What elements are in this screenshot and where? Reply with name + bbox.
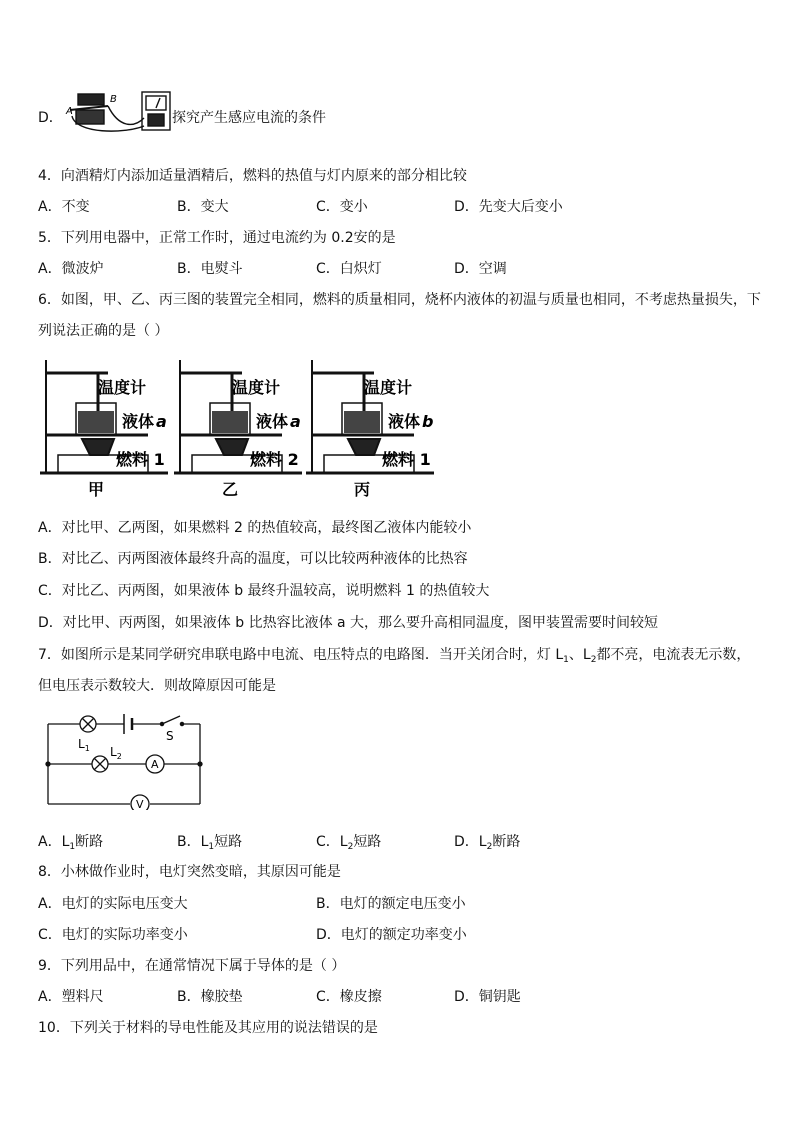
fuel-label-bing: 燃料 1: [382, 450, 431, 469]
q4-option-a: A．不变: [38, 199, 90, 215]
circuit-l2-label: $L_2$: [110, 745, 122, 761]
liquid-label-bing: 液体: [388, 412, 421, 431]
q5-option-d: D．空调: [454, 261, 507, 277]
circuit-l1-label: $L_1$: [78, 737, 90, 753]
q7-option-c: C．$L_2$短路: [316, 834, 382, 852]
q6-option-d: D．对比甲、丙两图，如果液体 b 比热容比液体 a 大，那么要升高相同温度，图甲装置需要时间较短: [38, 615, 659, 631]
liquid-label-yi: 液体: [256, 412, 289, 431]
heating-apparatus-yi: [172, 355, 312, 500]
q5-option-b: B．电熨斗: [177, 261, 243, 277]
q6-stem-line1: 6．如图，甲、乙、丙三图的装置完全相同，燃料的质量相同，烧杯内液体的初温与质量也相同，不考虑热量损失，下: [38, 292, 761, 308]
q6-option-b: B．对比乙、丙两图液体最终升高的温度，可以比较两种液体的比热容: [38, 551, 468, 567]
liquid-var-yi: a: [290, 412, 301, 431]
q5-option-c: C．白炽灯: [316, 261, 382, 277]
q8-stem: 8．小林做作业时，电灯突然变暗，其原因可能是: [38, 864, 341, 880]
induction-experiment-figure: [64, 88, 174, 136]
q4-option-b: B．变大: [177, 199, 229, 215]
voltmeter-label: V: [136, 798, 144, 810]
fig-label-a: A: [66, 106, 73, 117]
q8-option-a: A．电灯的实际电压变大: [38, 896, 188, 912]
q9-option-d: D．铜钥匙: [454, 989, 521, 1005]
q9-stem: 9．下列用品中，在通常情况下属于导体的是（ ）: [38, 958, 346, 974]
q6-stem-line2: 列说法正确的是（ ）: [38, 323, 169, 339]
q8-option-c: C．电灯的实际功率变小: [38, 927, 188, 943]
circuit-switch-label: S: [166, 729, 174, 743]
q7-option-b: B．$L_1$短路: [177, 834, 243, 852]
q5-stem: 5．下列用电器中，正常工作时，通过电流约为 0.2安的是: [38, 230, 396, 246]
q4-option-c: C．变小: [316, 199, 368, 215]
q6-option-a: A．对比甲、乙两图，如果燃料 2 的热值较高，最终图乙液体内能较小: [38, 520, 472, 536]
thermometer-label-jia: 温度计: [98, 378, 147, 397]
q8-option-b: B．电灯的额定电压变小: [316, 896, 466, 912]
caption-bing: 丙: [354, 480, 371, 499]
q3-option-d-text: 探究产生感应电流的条件: [172, 110, 326, 126]
thermometer-label-bing: 温度计: [364, 378, 413, 397]
thermometer-label-yi: 温度计: [232, 378, 281, 397]
fig-label-b: B: [110, 94, 117, 105]
liquid-var-bing: b: [422, 412, 434, 431]
q7-option-a: A．$L_1$断路: [38, 834, 104, 852]
liquid-label-jia: 液体: [122, 412, 155, 431]
q9-option-b: B．橡胶垫: [177, 989, 243, 1005]
circuit-diagram: [40, 706, 210, 810]
heating-apparatus-bing: [304, 355, 444, 500]
q10-stem: 10．下列关于材料的导电性能及其应用的说法错误的是: [38, 1020, 378, 1036]
q7-option-d: D．$L_2$断路: [454, 834, 521, 852]
caption-yi: 乙: [222, 480, 239, 499]
q4-option-d: D．先变大后变小: [454, 199, 563, 215]
q9-option-a: A．塑料尺: [38, 989, 104, 1005]
q8-option-d: D．电灯的额定功率变小: [316, 927, 467, 943]
q7-stem-line2: 但电压表示数较大．则故障原因可能是: [38, 678, 276, 694]
q7-stem-line1: 7．如图所示是某同学研究串联电路中电流、电压特点的电路图．当开关闭合时，灯 $L_1$、$L_2$都不亮，电流表无示数，: [38, 647, 751, 665]
q9-option-c: C．橡皮擦: [316, 989, 382, 1005]
q5-option-a: A．微波炉: [38, 261, 104, 277]
ammeter-label: A: [151, 758, 159, 771]
fuel-label-jia: 燃料 1: [116, 450, 165, 469]
q3-option-d-label: D．: [38, 110, 63, 126]
heating-apparatus-jia: [38, 355, 178, 500]
fuel-label-yi: 燃料 2: [250, 450, 299, 469]
q6-option-c: C．对比乙、丙两图，如果液体 b 最终升温较高，说明燃料 1 的热值较大: [38, 583, 490, 599]
liquid-var-jia: a: [156, 412, 167, 431]
caption-jia: 甲: [88, 480, 105, 499]
q4-stem: 4．向酒精灯内添加适量酒精后，燃料的热值与灯内原来的部分相比较: [38, 168, 467, 184]
